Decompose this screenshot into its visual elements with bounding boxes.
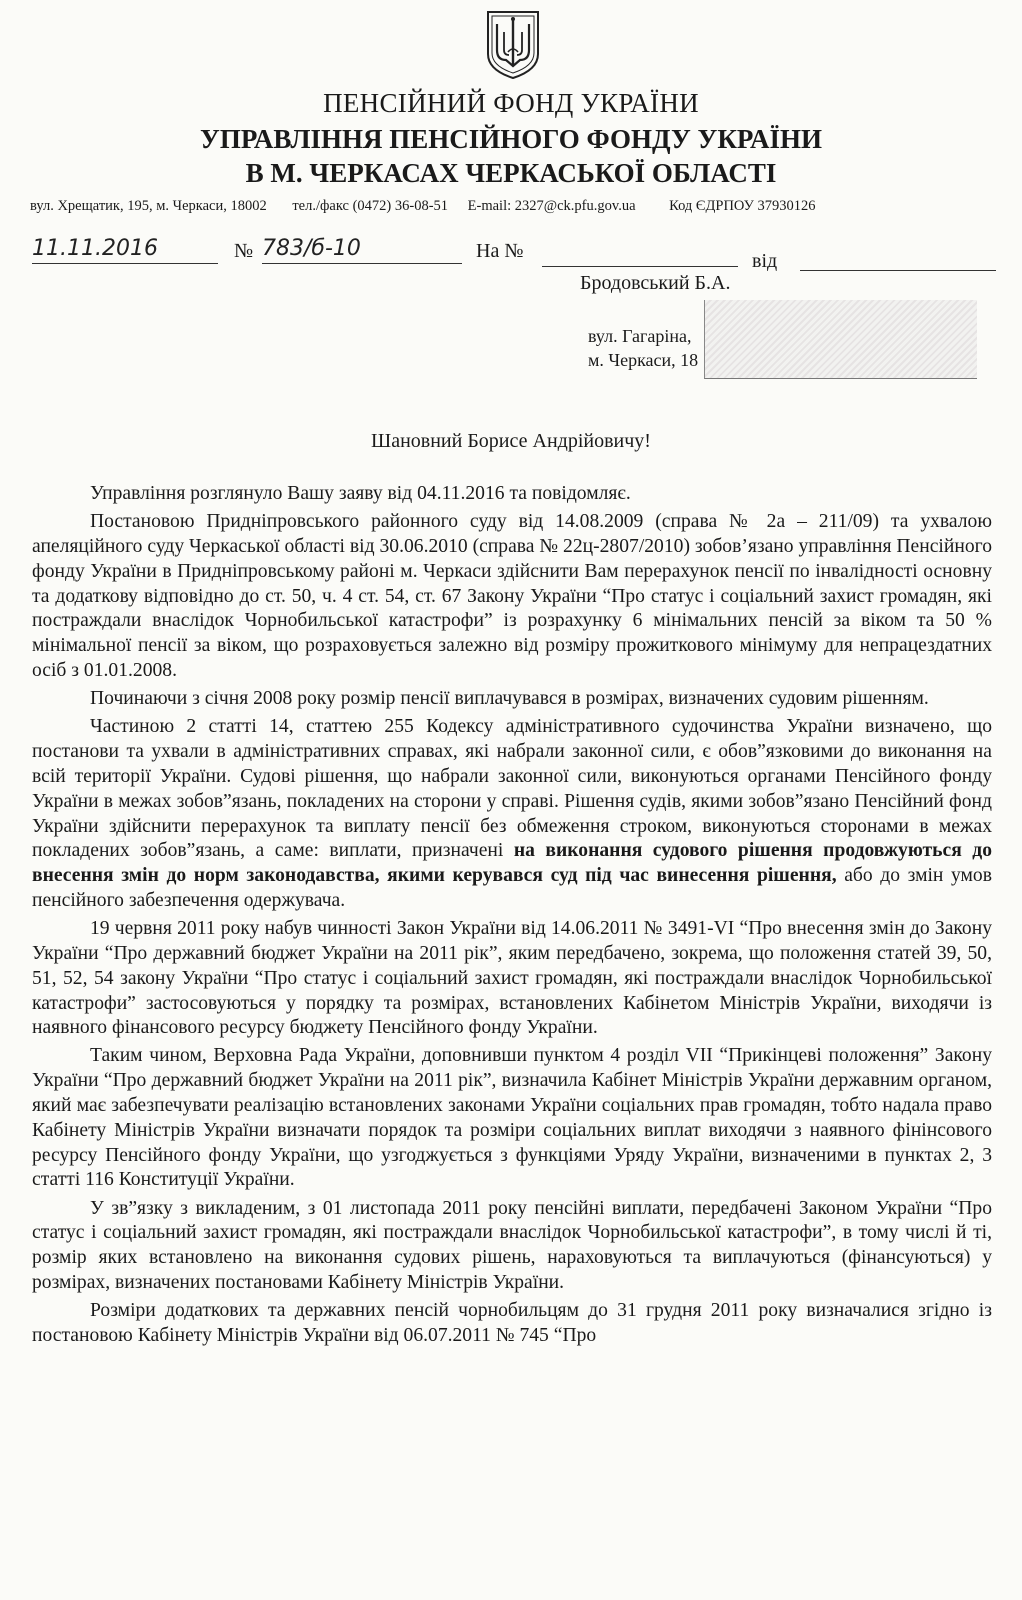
from-date-label: від bbox=[752, 250, 778, 272]
recipient-street: вул. Гагаріна, bbox=[588, 326, 692, 346]
coat-of-arms-icon bbox=[484, 10, 542, 80]
paragraph: Починаючи з січня 2008 року розмір пенсії виплачувався в розмірах, визначених судовим рішенням. bbox=[90, 688, 929, 710]
paragraph: Управління розглянуло Вашу заяву від 04.11.2016 та повідомляє. bbox=[90, 483, 631, 504]
paragraph-text: Частиною 2 статті 14, статтею 255 Кодексу адміністративного судочинства України визначено, що постанови та ухвали в адміністративних справах, які набрали законної сили, є обов”язковими до виконання на всій території України. Судові рішення, що набрали законної сили, виконуються органами Пенсійного фонду України в межах зобов”язань, покладених на сторони у справі. Рішення судів, якими зобов”язано Пенсійний фонд України здійснити перерахунок та виплату пенсії без обмеження строком, виконуються сторонами в межах покладених зобов”язань, а саме: виплати, призначені bbox=[32, 716, 992, 862]
from-date-blank bbox=[800, 270, 996, 271]
paragraph-text: або до змін умов пенсійного забезпечення одержувача. bbox=[32, 865, 992, 911]
paragraph: У зв”язку з викладеним, з 01 листопада 2011 року пенсійні виплати, передбачені Законом України “Про статус і соціальний захист громадян, які постраждали внаслідок Чорнобильської катастрофи”, в тому числі й ті, розмір яких встановлено на виконання судових рішень, нараховуються та виплачуються (фінансуються) у розмірах, визначених постановами Кабінету Міністрів України. bbox=[32, 1197, 992, 1294]
letter-number: 783/б-10 bbox=[262, 236, 462, 264]
recipient-city: м. Черкаси, 18 bbox=[588, 350, 699, 370]
redacted-address-block bbox=[704, 300, 977, 379]
org-email: E-mail: 2327@ck.pfu.gov.ua bbox=[467, 198, 636, 214]
org-name-line1: ПЕНСІЙНИЙ ФОНД УКРАЇНИ bbox=[323, 88, 699, 118]
org-name-line3: В М. ЧЕРКАСАХ ЧЕРКАСЬКОЇ ОБЛАСТІ bbox=[245, 158, 777, 188]
paragraph: Постановою Придніпровського районного суду від 14.08.2009 (справа № 2а – 211/09) та ухвалою апеляційного суду Черкаської області від 30.06.2010 (справа № 22ц-2807/2010) зобов’язано управління Пенсійного фонду України в Придніпровському районі м. Черкаси здійснити Вам перерахунок пенсії по інвалідності основну та додаткову відповідно до ст. 50, ч. 4 ст. 54, ст. 67 Закону України “Про статус і соціальний захист громадян, які постраждали внаслідок Чорнобильської катастрофи” із розрахунку 6 мінімальних пенсій за віком та 50 % мінімальної пенсії за віком, що розраховується залежно від розміру прожиткового мінімуму для непрацездатних осіб з 01.01.2008. bbox=[32, 511, 992, 681]
paragraph-bold-text: на виконання судового рішення продовжуються до внесення змін до норм законодавства, якими керувався суд під час винесення рішення, bbox=[32, 840, 992, 887]
paragraph: 19 червня 2011 року набув чинності Закон України від 14.06.2011 № 3491-VI “Про внесення змін до Закону України “Про державний бюджет України на 2011 рік”, яким передбачено, зокрема, що положення статей 39, 50, 51, 52, 54 закону України “Про статус і соціальний захист громадян, які постраждали внаслідок Чорнобильської катастрофи” застосовуються у порядку та розмірах, встановлених Кабінетом Міністрів України, виходячи із наявного фінансового ресурсу бюджету Пенсійного фонду України. bbox=[32, 918, 992, 1039]
reference-line bbox=[0, 236, 1022, 276]
org-address: вул. Хрещатик, 195, м. Черкаси, 18002 bbox=[30, 198, 267, 214]
letter-body bbox=[32, 482, 992, 1352]
greeting: Шановний Борисе Андрійовичу! bbox=[371, 430, 651, 452]
reply-to-blank bbox=[542, 266, 738, 267]
paragraph: Розміри додаткових та державних пенсій чорнобильцям до 31 грудня 2011 року визначалися згідно із постановою Кабінету Міністрів України від 06.07.2011 № 745 “Про bbox=[32, 1300, 992, 1347]
number-sign: № bbox=[234, 240, 254, 262]
org-name-line2: УПРАВЛІННЯ ПЕНСІЙНОГО ФОНДУ УКРАЇНИ bbox=[200, 124, 822, 154]
paragraph bbox=[32, 715, 992, 913]
reply-to-label: На № bbox=[476, 240, 524, 262]
paragraph: Таким чином, Верховна Рада України, доповнивши пунктом 4 розділ VII “Прикінцеві положення” Закону України “Про державний бюджет України на 2011 рік”, визначила Кабінет Міністрів України державним органом, який має забезпечувати реалізацію встановлених законами України соціальних прав громадян, тобто надала право Кабінету Міністрів України визначати порядок та розміри соціальних виплат виходячи з наявного фінінсового ресурсу Пенсійного фонду України, що узгоджується з функціями Уряду України, визначеними в пунктах 2, 3 статті 116 Конституції України. bbox=[32, 1045, 992, 1191]
letter-date: 11.11.2016 bbox=[32, 236, 218, 264]
contact-line bbox=[30, 198, 815, 215]
org-phone: тел./факс (0472) 36-08-51 bbox=[292, 198, 449, 214]
org-edrpou: Код ЄДРПОУ 37930126 bbox=[669, 198, 816, 214]
recipient-name: Бродовський Б.А. bbox=[580, 272, 731, 294]
